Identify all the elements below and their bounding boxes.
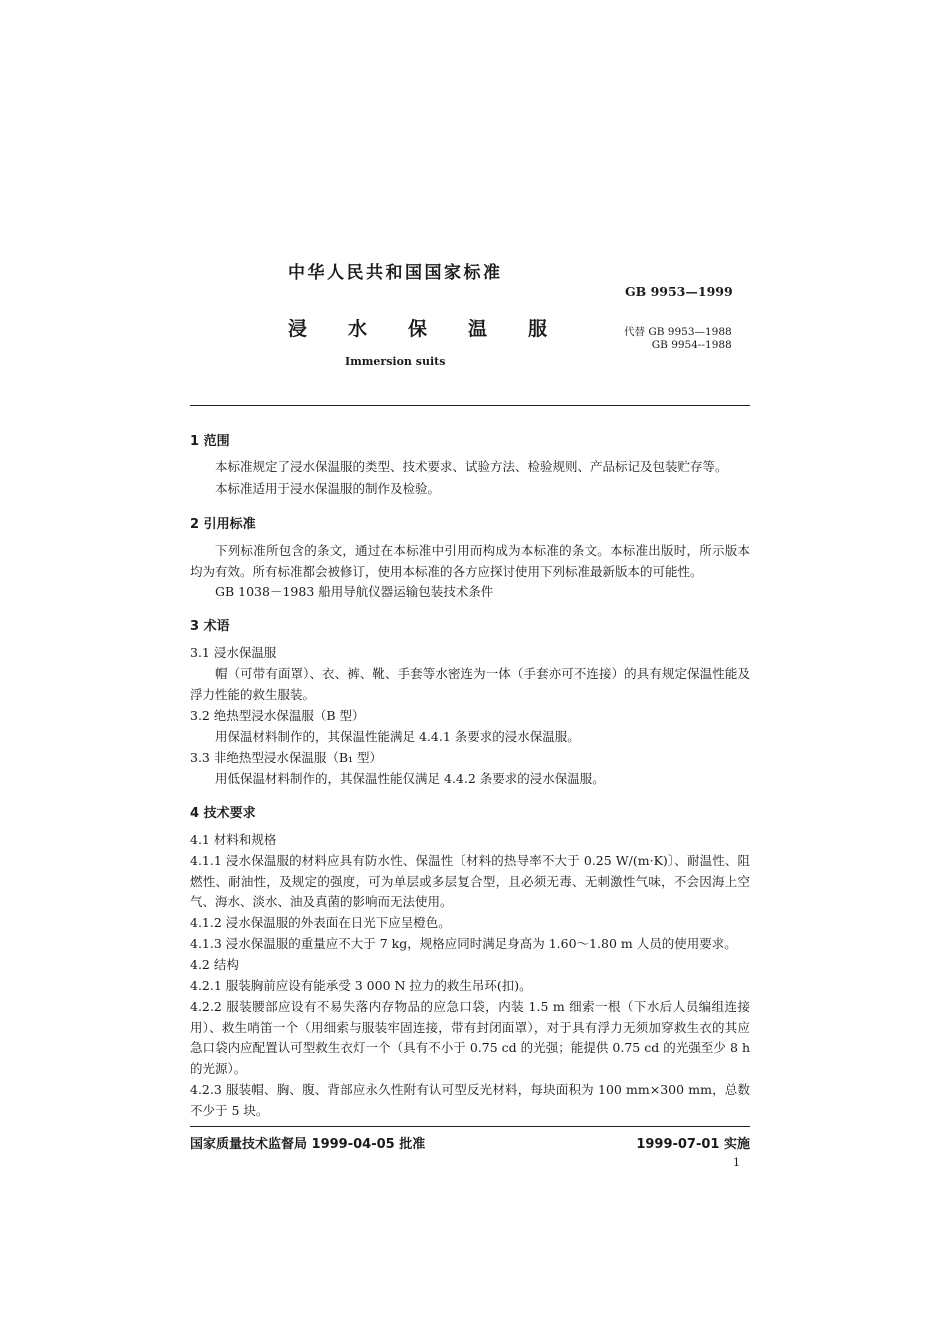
clause-4-1-2: 4.1.2 浸水保温服的外表面在日光下应呈橙色。 [190,915,451,930]
section-3-heading: 3 术语 [190,619,230,634]
national-standard-heading: 中华人民共和国国家标准 [288,263,503,283]
term-3-3-body: 用低保温材料制作的，其保温性能仅满足 4.4.2 条要求的浸水保温服。 [215,771,605,786]
clause-4-2-2: 4.2.2 服装腰部应设有不易失落内存物品的应急口袋，内装 1.5 m 细索一根（下水后人员编组连接用）、救生哨笛一个（用细索与服装牢固连接，带有封闭面罩），对于具有浮力无须加穿救生衣的其应急口袋内应配置认可型救生衣灯一个（具有不小于 0.75 cd 的光强；能提供 0.75 cd 的光强至少 8 h 的光源）。 [190,999,750,1076]
replaces-line-2: GB 9954--1988 [651,339,732,351]
section-4-heading: 4 技术要求 [190,806,256,821]
term-3-2-title: 3.2 绝热型浸水保温服（B 型） [190,708,365,723]
term-3-3-title: 3.3 非绝热型浸水保温服（B₁ 型） [190,750,383,765]
header-divider [190,405,750,406]
footer-divider [190,1126,750,1127]
term-3-1-title: 3.1 浸水保温服 [190,645,277,660]
approval-date: 国家质量技术监督局 1999-04-05 批准 [190,1137,426,1152]
clause-4-2: 4.2 结构 [190,957,239,972]
clause-4-1-3: 4.1.3 浸水保温服的重量应不大于 7 kg，规格应同时满足身高为 1.60～1.80 m 人员的使用要求。 [190,936,737,951]
clause-4-2-1: 4.2.1 服装胸前应设有能承受 3 000 N 拉力的救生吊环(扣)。 [190,978,532,993]
document-title: 浸水保温服 [288,318,589,340]
term-3-2-body: 用保温材料制作的，其保温性能满足 4.4.1 条要求的浸水保温服。 [215,729,580,744]
clause-4-2-3: 4.2.3 服装帽、胸、腹、背部应永久性附有认可型反光材料，每块面积为 100 mm×300 mm，总数不少于 5 块。 [190,1082,750,1118]
clause-4-1: 4.1 材料和规格 [190,832,277,847]
section-1-para-1: 本标准规定了浸水保温服的类型、技术要求、试验方法、检验规则、产品标记及包装贮存等。 [215,459,728,474]
section-1-para-2: 本标准适用于浸水保温服的制作及检验。 [215,481,441,496]
page-number: 1 [733,1156,740,1169]
english-title: Immersion suits [345,355,446,368]
section-2-reference: GB 1038－1983 船用导航仪器运输包装技术条件 [215,584,494,599]
standard-number: GB 9953—1999 [625,284,733,299]
section-1-heading: 1 范围 [190,434,230,449]
section-2-heading: 2 引用标准 [190,517,256,532]
term-3-1-body: 帽（可带有面罩）、衣、裤、靴、手套等水密连为一体（手套亦可不连接）的具有规定保温性能及浮力性能的救生服装。 [190,666,750,702]
implementation-date: 1999-07-01 实施 [636,1137,750,1152]
replaces-line-1: 代替 GB 9953—1988 [624,326,732,338]
section-2-para-1: 下列标准所包含的条文，通过在本标准中引用而构成为本标准的条文。本标准出版时，所示版本均为有效。所有标准都会被修订，使用本标准的各方应探讨使用下列标准最新版本的可能性。 [190,543,750,579]
replaces-block [624,326,732,352]
clause-4-1-1: 4.1.1 浸水保温服的材料应具有防水性、保温性〔材料的热导率不大于 0.25 W/(m·K)〕、耐温性、阻燃性、耐油性，及规定的强度，可为单层或多层复合型，且必须无毒、无刺激性气味，不会因海上空气、海水、淡水、油及真菌的影响而无法使用。 [190,853,750,909]
